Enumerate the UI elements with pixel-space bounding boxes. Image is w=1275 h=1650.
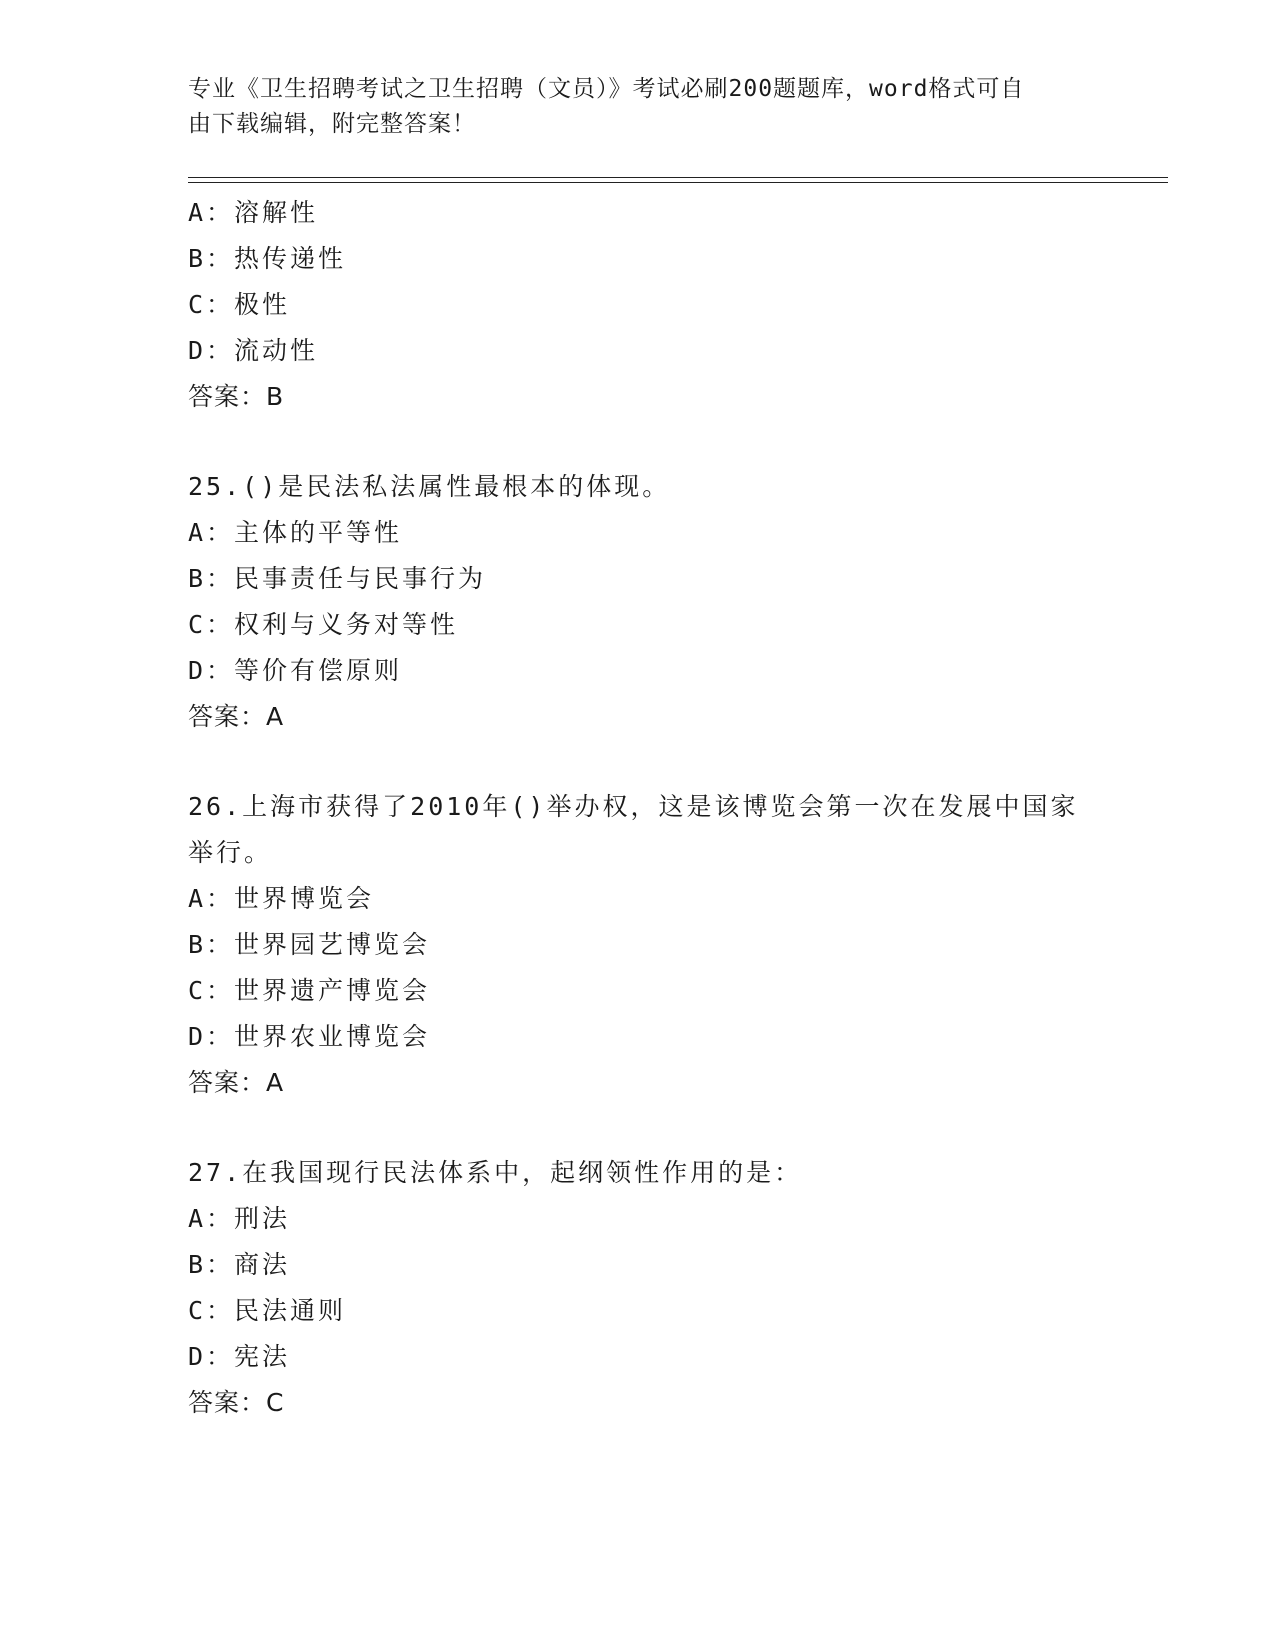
question-stem: 27.在我国现行民法体系中，起纲领性作用的是： [188,1158,803,1187]
answer-line: 答案：C [188,1388,285,1417]
option-c: C：世界遗产博览会 [188,976,431,1005]
question-25 [188,464,1088,740]
header-line-1: 专业《卫生招聘考试之卫生招聘（文员）》考试必刷200题题库，word格式可自 [188,76,1025,102]
answer-line: 答案：A [188,1068,285,1097]
question-26 [188,784,1088,1106]
option-c: C：民法通则 [188,1296,347,1325]
question-24-partial [188,190,1088,420]
option-b: B：商法 [188,1250,291,1279]
option-d: D：流动性 [188,336,319,365]
document-header [188,72,1088,142]
question-stem: 26.上海市获得了2010年()举办权，这是该博览会第一次在发展中国家举行。 [188,792,1079,867]
question-27 [188,1150,1088,1426]
option-c: C：极性 [188,290,291,319]
answer-line: 答案：A [188,702,285,731]
header-divider-bottom [188,182,1168,183]
answer-line: 答案：B [188,382,285,411]
header-line-2: 由下载编辑，附完整答案！ [188,111,476,137]
option-a: A：溶解性 [188,198,319,227]
option-d: D：宪法 [188,1342,291,1371]
option-d: D：世界农业博览会 [188,1022,431,1051]
option-b: B：热传递性 [188,244,347,273]
question-stem: 25.()是民法私法属性最根本的体现。 [188,472,671,501]
header-divider-top [188,177,1168,178]
option-d: D：等价有偿原则 [188,656,403,685]
option-a: A：世界博览会 [188,884,375,913]
question-list [188,190,1088,1426]
spacer [188,420,1088,464]
option-b: B：民事责任与民事行为 [188,564,487,593]
spacer [188,740,1088,784]
spacer [188,1106,1088,1150]
option-a: A：主体的平等性 [188,518,403,547]
option-a: A：刑法 [188,1204,291,1233]
option-c: C：权利与义务对等性 [188,610,459,639]
option-b: B：世界园艺博览会 [188,930,431,959]
